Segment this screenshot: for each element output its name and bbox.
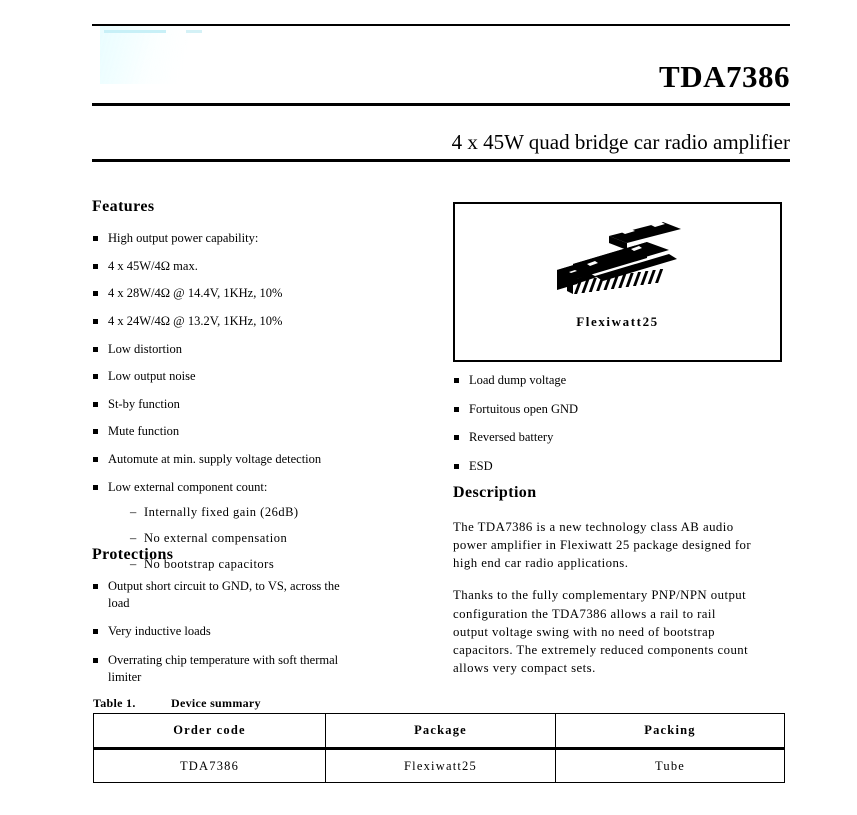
page-title: TDA7386 [659, 59, 790, 94]
list-item: Load dump voltage [453, 372, 773, 389]
cell-order-code: TDA7386 [94, 749, 326, 783]
list-item: – No bootstrap capacitors [130, 556, 442, 573]
table-caption-number: Table 1. [93, 696, 136, 710]
cell-packing: Tube [556, 749, 785, 783]
features-list [92, 230, 442, 573]
table-row [94, 749, 785, 783]
list-item: Very inductive loads [92, 623, 342, 640]
features-section [92, 198, 442, 584]
column-header-packing: Packing [556, 714, 785, 749]
flexiwatt25-package-icon [543, 220, 693, 306]
list-item: High output power capability: [92, 230, 442, 247]
table-header-row [94, 714, 785, 749]
list-item: 4 x 45W/4Ω max. [92, 258, 442, 275]
list-item: Overrating chip temperature with soft thermal limiter [92, 652, 342, 685]
column-header-order-code: Order code [94, 714, 326, 749]
right-bullet-list [453, 372, 773, 475]
list-item: Low output noise [92, 368, 442, 385]
protections-section [92, 546, 342, 697]
protection-features-list-right [453, 372, 773, 487]
package-label: Flexiwatt25 [576, 314, 659, 329]
features-heading: Features [92, 198, 155, 215]
cell-package: Flexiwatt25 [326, 749, 556, 783]
list-item: ESD [453, 458, 773, 475]
description-paragraph: The TDA7386 is a new technology class AB audio power amplifier in Flexiwatt 25 package designed for high end car radio applications. [453, 520, 752, 571]
manufacturer-logo [100, 26, 220, 84]
list-item: St-by function [92, 396, 442, 413]
list-item: 4 x 28W/4Ω @ 14.4V, 1KHz, 10% [92, 285, 442, 302]
description-heading: Description [453, 484, 537, 501]
table-caption-title: Device summary [171, 696, 261, 710]
list-item: Fortuitous open GND [453, 401, 773, 418]
header-bottom-rule [92, 159, 790, 162]
header-middle-rule [92, 103, 790, 106]
list-item: 4 x 24W/4Ω @ 13.2V, 1KHz, 10% [92, 313, 442, 330]
device-summary-table [93, 713, 785, 783]
package-image-box [453, 202, 782, 362]
table-caption [93, 696, 261, 711]
list-item: – No external compensation [130, 530, 442, 547]
column-header-package: Package [326, 714, 556, 749]
protections-heading: Protections [92, 546, 174, 563]
description-paragraph: Thanks to the fully complementary PNP/NPN output configuration the TDA7386 allows a rail to rail output voltage swing with no need of bootstrap capacitors. The extremely reduced components count allows very compact sets. [453, 588, 749, 676]
page-subtitle: 4 x 45W quad bridge car radio amplifier [451, 130, 790, 154]
list-item: – Internally fixed gain (26dB) [130, 504, 442, 521]
list-item: Output short circuit to GND, to VS, across the load [92, 578, 342, 611]
list-item: Mute function [92, 423, 442, 440]
list-item: Automute at min. supply voltage detection [92, 451, 442, 468]
header-top-rule [92, 24, 790, 26]
list-item: Reversed battery [453, 429, 773, 446]
description-section [453, 484, 753, 691]
list-item: Low distortion [92, 341, 442, 358]
protections-list [92, 578, 342, 685]
list-item-label: Low external component count: [108, 479, 268, 494]
